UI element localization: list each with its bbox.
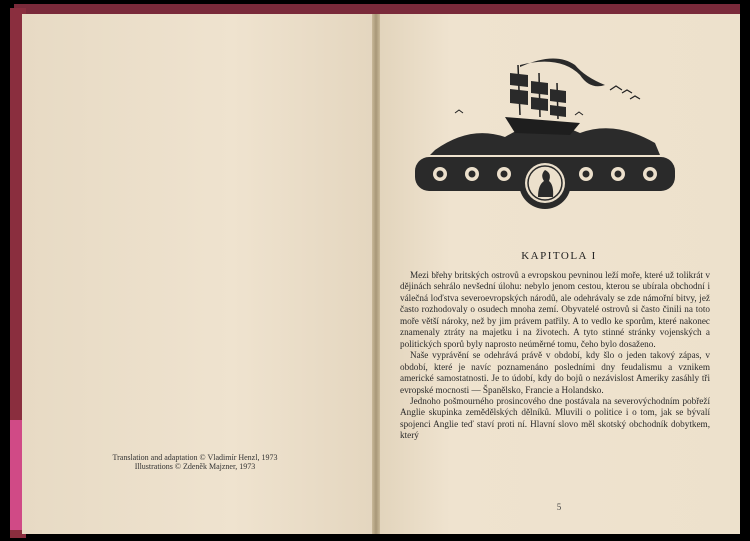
paragraph: Jednoho pošmourného prosincového dne postávala na severovýchodním pobřeží Anglie skupinka zemědělských dělníků. Mluvili o politice i o tom, jak se bývalí spojenci Anglie teď staví proti ní. Hlavní slovo měl skotský obchodník dobytkem, který (400, 395, 710, 441)
chapter-title: KAPITOLA I (521, 250, 597, 262)
illustration-credit: Illustrations © Zdeněk Majzner, 1973 (134, 462, 256, 471)
book-cover-edge (14, 4, 740, 14)
copyright-credits (110, 453, 280, 471)
translation-credit: Translation and adaptation © Vladimír Henzl, 1973 (112, 453, 278, 462)
paragraph: Naše vyprávění se odehrává právě v období, kdy šlo o jeden takový zápas, v období, které je navíc poznamenáno posledními dny feudalismu a vznikem americké samostatnosti. Je to údobí, kdy do bojů o nezávislost Ameriky zasáhly tři evropské mocnosti — Španělsko, Francie a Holandsko. (400, 350, 710, 395)
page-number: 5 (556, 502, 562, 512)
paragraph: Mezi břehy britských ostrovů a evropskou pevninou leží moře, které už tolikrát v dějinách sehrálo nevšední úlohu: nebylo jenom cestou, kterou se ubírala obchodní i válečná loďstva severoevropských národů, ale odehrávaly se zde námořní bitvy, jež často rozhodovaly o osudech mnoha zemí. Obyvatelé ostrovů si často činili na toto moře větší nároky, než by jim právem patřily. A to vedlo ke sporům, které nakonec znamenaly ztráty na majetku i na životech. A tyto stinné stránky vojenských a politických sporů byly naprosto neúměrné tomu, čeho bylo dosaženo. (400, 270, 710, 349)
book-gutter (372, 14, 380, 534)
ship-illustration (410, 55, 680, 215)
chapter-body (400, 270, 710, 442)
